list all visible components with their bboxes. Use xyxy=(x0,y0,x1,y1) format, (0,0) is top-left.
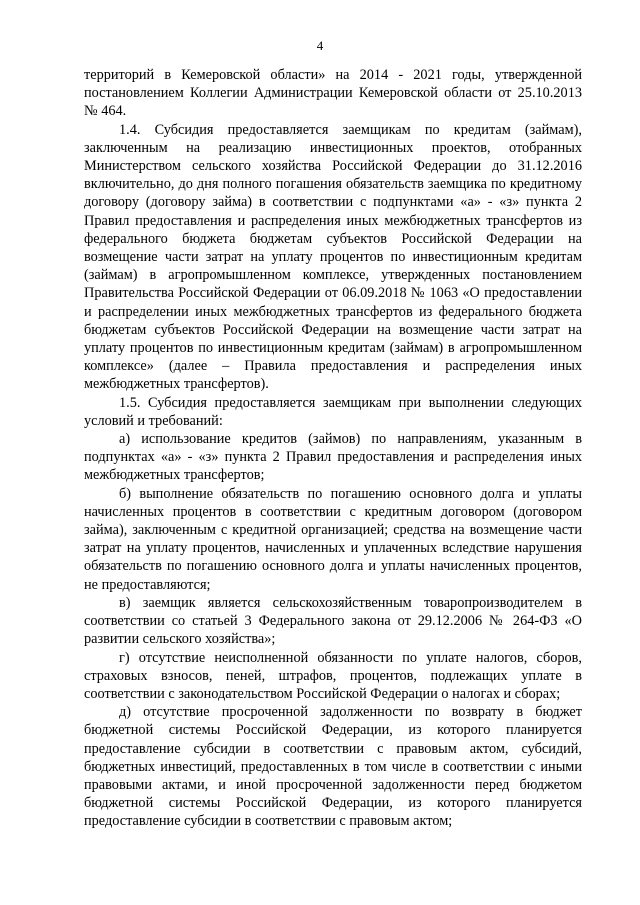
paragraph-item-v: в) заемщик является сельскохозяйственным товаропроизводителем в соответствии со статьей 3 Федерального закона от 29.12.2006 № 264-ФЗ «О развитии сельского хозяйства»; xyxy=(84,594,582,648)
page-number: 4 xyxy=(316,38,324,53)
paragraph-item-g: г) отсутствие неисполненной обязанности по уплате налогов, сборов, страховых взносов, пеней, штрафов, процентов, подлежащих уплате в соответствии с законодательством Российской Федерации о налогах и сборах; xyxy=(84,649,582,702)
paragraph-item-d: д) отсутствие просроченной задолженности по возврату в бюджет бюджетной системы Российской Федерации, из которого планируется предоставление субсидии в соответствии с правовым актом, субсидий, бюджетных инвестиций, предоставленных в том числе в соответствии с иными правовыми актами, и иной просроченной задолженности перед бюджетом бюджетной системы Российской Федерации, из которого планируется предоставление субсидии в соответствии с правовым актом; xyxy=(84,704,582,830)
paragraph-1-5: 1.5. Субсидия предоставляется заемщикам при выполнении следующих условий и требований: xyxy=(84,394,582,429)
paragraph-item-a: а) использование кредитов (займов) по направлениям, указанным в подпунктах «а» - «з» пункта 2 Правил предоставления и распределения иных межбюджетных трансфертов; xyxy=(84,431,582,484)
paragraph-1-4: 1.4. Субсидия предоставляется заемщикам по кредитам (займам), заключенным на реализацию инвестиционных проектов, отобранных Министерством сельского хозяйства Российской Федерации до 31.12.2016 включительно, до дня полного погашения обязательств заемщика по кредитному договору (договору займа) в соответствии с подпунктами «а» - «з» пункта 2 Правил предоставления и распределения иных межбюджетных трансфертов из федерального бюджета бюджетам субъектов Российской Федерации на возмещение части затрат на уплату процентов по инвестиционным кредитам (займам) в агропромышленном комплексе, утвержденных постановлением Правительства Российской Федерации от 06.09.2018 № 1063 «О предоставлении и распределении иных межбюджетных трансфертов из федерального бюджета бюджетам субъектов Российской Федерации на возмещение части затрат на уплату процентов по инвестиционным кредитам (займам) в агропромышленном комплексе» (далее – Правила предоставления и распределения иных межбюджетных трансфертов). xyxy=(84,121,582,393)
document-body xyxy=(84,66,582,831)
paragraph-item-b: б) выполнение обязательств по погашению основного долга и уплаты начисленных процентов в соответствии с кредитным договором (договором займа), заключенным с кредитной организацией; средства на возмещение части затрат на уплату процентов, начисленных и уплаченных вследствие нарушения обязательств по погашению основного долга и уплаты начисленных процентов, не предоставляются; xyxy=(84,485,582,593)
paragraph-continuation: территорий в Кемеровской области» на 2014 - 2021 годы, утвержденной постановлением Коллегии Администрации Кемеровской области от 25.10.2013 № 464. xyxy=(84,67,582,120)
